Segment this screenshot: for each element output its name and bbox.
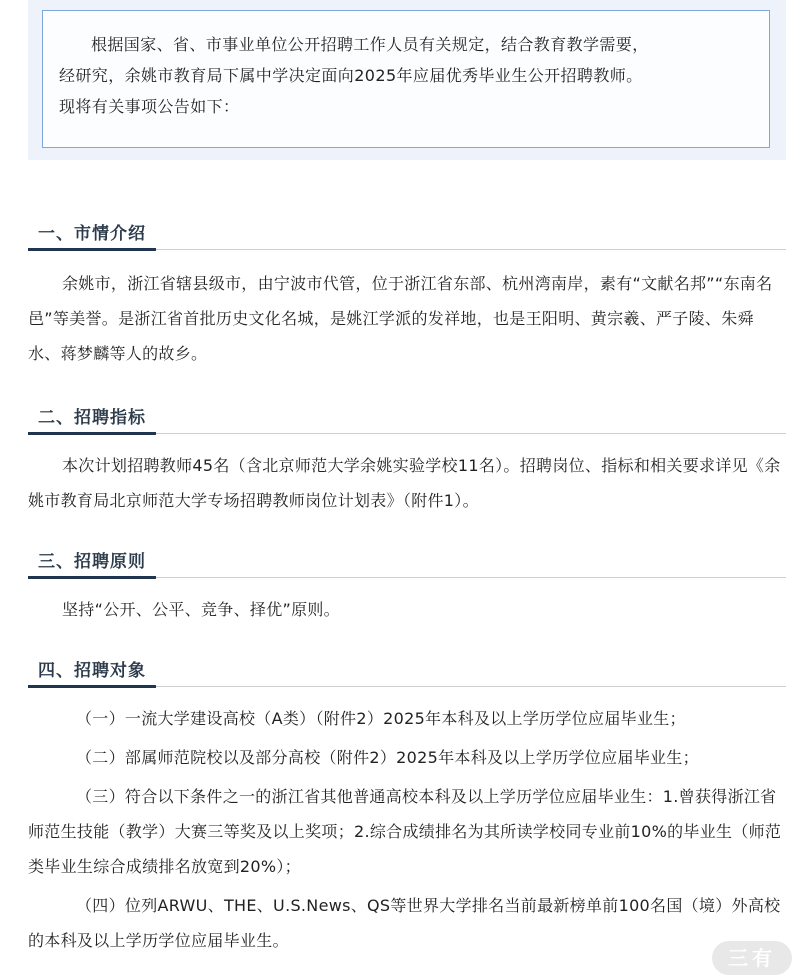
watermark-logo: 三有	[712, 941, 792, 975]
list-item: （二）部属师范院校以及部分高校（附件2）2025年本科及以上学历学位应届毕业生；	[76, 748, 699, 767]
section-paragraph: 余姚市，浙江省辖县级市，由宁波市代管，位于浙江省东部、杭州湾南岸，素有“文献名邦”“东南名邑”等美誉。是浙江省首批历史文化名城，是姚江学派的发祥地，也是王阳明、黄宗羲、严子陵、朱舜水、蒋梦麟等人的故乡。	[28, 274, 773, 363]
section-header	[28, 547, 786, 578]
list-item: （三）符合以下条件之一的浙江省其他普通高校本科及以上学历学位应届毕业生：1.曾获得浙江省师范生技能（教学）大赛三等奖及以上奖项；2.综合成绩排名为其所读学校同专业前10%的毕业生（师范类毕业生综合成绩排名放宽到20%）；	[28, 787, 782, 876]
section-paragraph: 本次计划招聘教师45名（含北京师范大学余姚实验学校11名）。招聘岗位、指标和相关要求详见《余姚市教育局北京师范大学专场招聘教师岗位计划表》（附件1）。	[28, 456, 781, 510]
section-header	[28, 656, 786, 687]
intro-line-2: 经研究，余姚市教育局下属中学决定面向2025年应届优秀毕业生公开招聘教师。	[59, 66, 643, 85]
intro-line-3: 现将有关事项公告如下：	[59, 97, 240, 116]
intro-notice-box	[42, 10, 770, 148]
section-title: 二、招聘指标	[28, 403, 156, 435]
section-paragraph: 坚持“公开、公平、竞争、择优”原则。	[62, 600, 340, 619]
section-header	[28, 403, 786, 434]
list-item: （四）位列ARWU、THE、U.S.News、QS等世界大学排名当前最新榜单前100名国（境）外高校的本科及以上学历学位应届毕业生。	[28, 896, 781, 950]
section-recruit-principle	[28, 547, 786, 627]
section-title: 一、市情介绍	[28, 219, 156, 251]
intro-line-1: 根据国家、省、市事业单位公开招聘工作人员有关规定，结合教育教学需要，	[91, 35, 649, 54]
section-city-intro	[28, 219, 786, 371]
section-title: 四、招聘对象	[28, 656, 156, 688]
section-title: 三、招聘原则	[28, 547, 156, 579]
list-item: （一）一流大学建设高校（A类）（附件2）2025年本科及以上学历学位应届毕业生；	[76, 709, 686, 728]
section-header	[28, 219, 786, 250]
section-recruit-quota	[28, 403, 786, 518]
section-recruit-target	[28, 656, 786, 958]
